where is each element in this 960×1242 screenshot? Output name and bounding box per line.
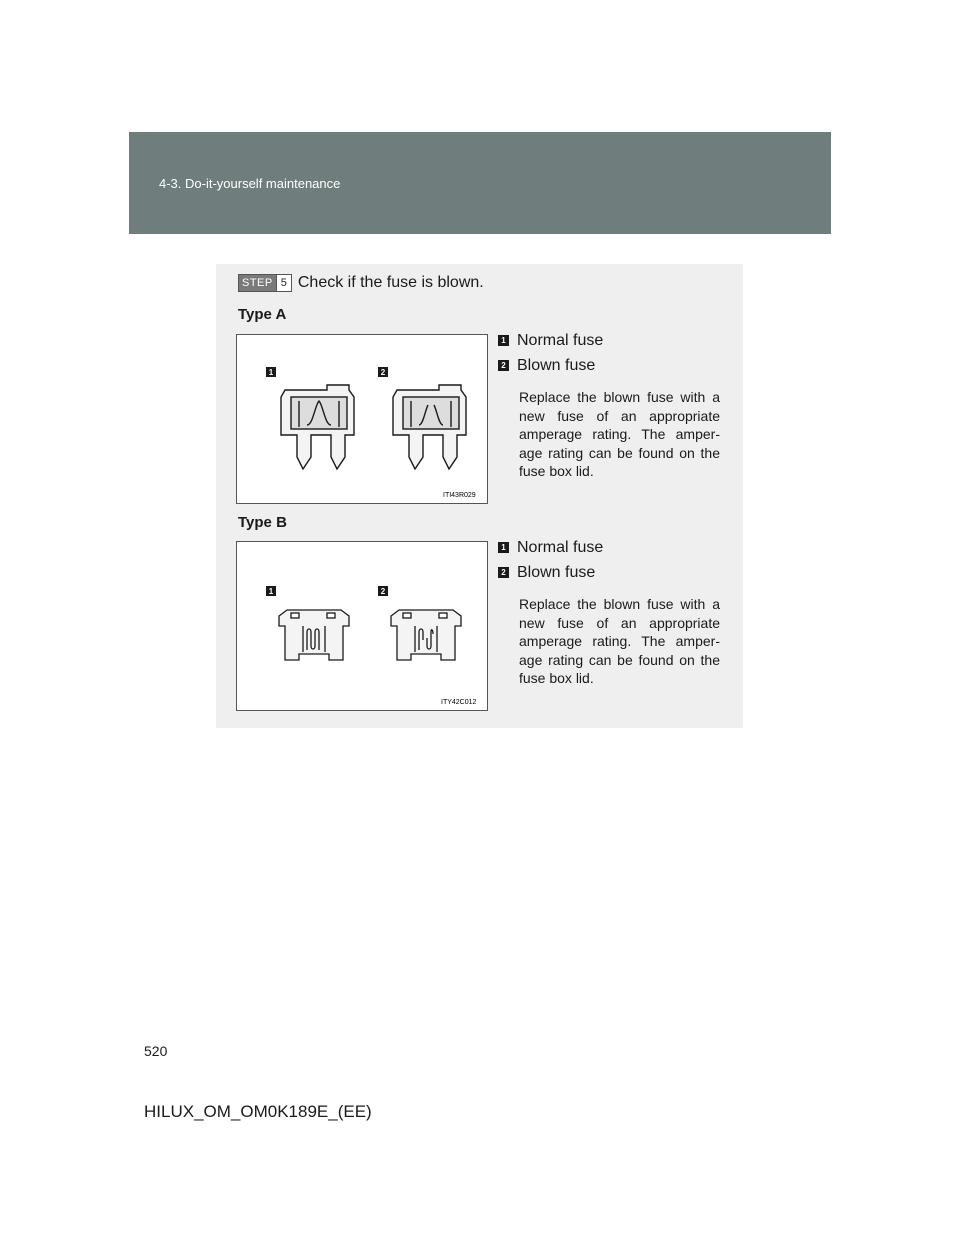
type-a-figure bbox=[236, 334, 488, 504]
blown-fuse-icon bbox=[393, 385, 466, 469]
type-a-figure-code: ITI43R029 bbox=[443, 492, 476, 499]
legend-label: Normal fuse bbox=[517, 538, 604, 556]
section-title: 4-3. Do-it-yourself maintenance bbox=[159, 176, 341, 191]
section-header bbox=[129, 132, 831, 234]
content-panel bbox=[216, 264, 743, 728]
step-instruction: Check if the fuse is blown. bbox=[297, 274, 484, 291]
legend-description: Replace the blown fuse with a new fuse of an appropriate amperage rating. The amper-age rating can be found on the fuse box lid. bbox=[519, 596, 720, 686]
callout-1: 1 bbox=[268, 587, 274, 596]
type-b-figure-code: ITY42C012 bbox=[441, 699, 477, 706]
type-b-figure bbox=[236, 541, 488, 711]
legend-number: 1 bbox=[498, 335, 509, 346]
legend-item bbox=[498, 560, 720, 585]
step-row bbox=[238, 274, 484, 292]
legend-item bbox=[498, 328, 720, 353]
blown-fuse-icon bbox=[391, 610, 461, 660]
type-b-label: Type B bbox=[238, 514, 287, 531]
legend-item bbox=[498, 535, 720, 560]
normal-fuse-icon bbox=[281, 385, 354, 469]
step-number: 5 bbox=[276, 275, 291, 291]
legend-label: Blown fuse bbox=[517, 356, 596, 374]
page-number: 520 bbox=[144, 1043, 168, 1059]
legend-item bbox=[498, 353, 720, 378]
step-label: STEP bbox=[239, 275, 276, 291]
legend-number: 2 bbox=[498, 567, 509, 578]
step-badge bbox=[238, 274, 292, 292]
legend-label: Normal fuse bbox=[517, 331, 604, 349]
document-code: HILUX_OM_OM0K189E_(EE) bbox=[144, 1102, 372, 1121]
type-a-label: Type A bbox=[238, 306, 287, 323]
type-a-fuse-illustration bbox=[237, 335, 487, 503]
type-b-legend bbox=[498, 535, 720, 688]
type-a-legend bbox=[498, 328, 720, 481]
callout-1: 1 bbox=[268, 368, 274, 377]
callout-2: 2 bbox=[380, 587, 386, 596]
legend-number: 2 bbox=[498, 360, 509, 371]
callout-2: 2 bbox=[380, 368, 386, 377]
normal-fuse-icon bbox=[279, 610, 349, 660]
type-b-fuse-illustration bbox=[237, 542, 487, 710]
legend-label: Blown fuse bbox=[517, 563, 596, 581]
legend-number: 1 bbox=[498, 542, 509, 553]
legend-description: Replace the blown fuse with a new fuse of an appropriate amperage rating. The amper-age rating can be found on the fuse box lid. bbox=[519, 389, 720, 479]
